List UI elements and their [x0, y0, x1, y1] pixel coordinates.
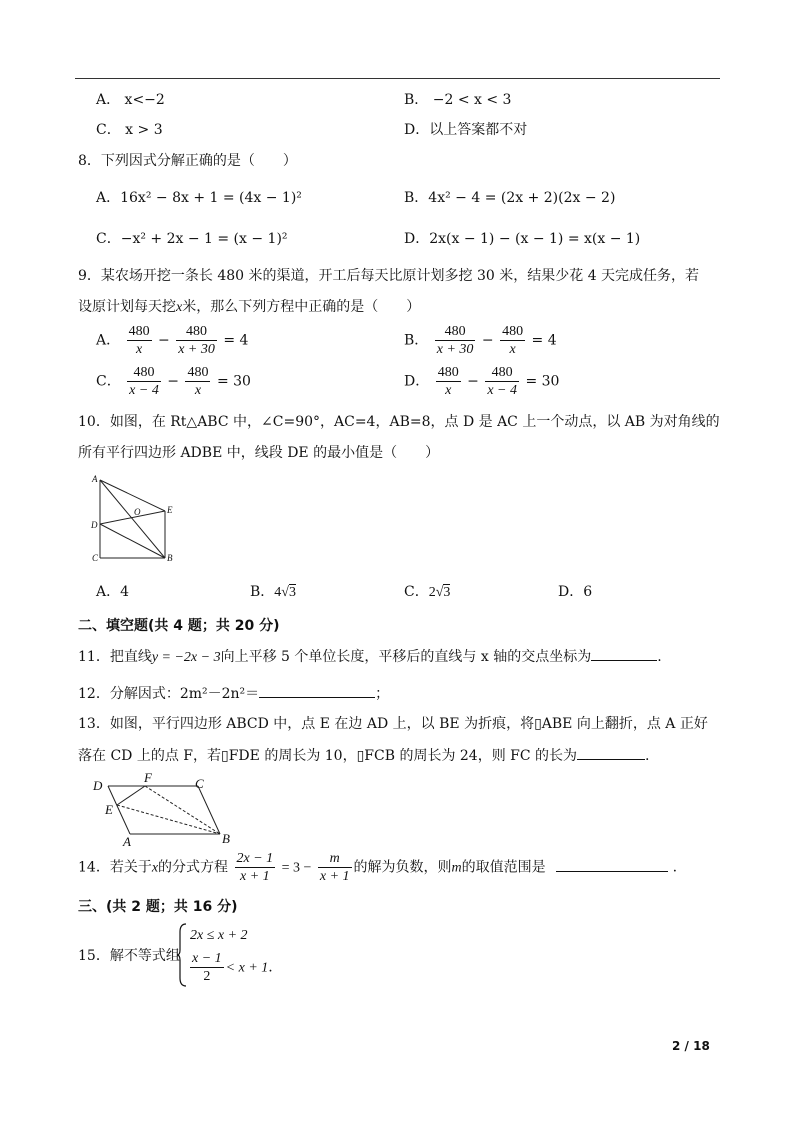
q13-answer-blank[interactable]	[577, 745, 645, 760]
fig13-label-b: B	[222, 831, 230, 846]
q9-line1: 9．某农场开挖一条长 480 米的渠道，开工后每天比原计划多挖 30 米，结果少花 4 天完成任务，若	[78, 268, 700, 284]
q14-den2: x + 1	[319, 869, 350, 884]
q10c-coef: 2	[428, 585, 436, 600]
q10c-radicand: 3	[443, 585, 451, 600]
q15-ineq2	[188, 950, 273, 985]
section-2-heading: 二、填空题(共 4 题；共 20 分)	[78, 618, 280, 634]
q8-option-c: C．−x² + 2x − 1 = (x − 1)²	[96, 231, 288, 247]
q9-line2-a: 设原计划每天挖	[78, 299, 176, 315]
q12-answer-blank[interactable]	[259, 683, 375, 698]
q9-option-b	[404, 323, 557, 358]
q9b-rhs: = 4	[531, 332, 557, 349]
q10b-coef: 4	[274, 585, 282, 600]
q13-line2	[78, 745, 650, 766]
q12-text: 12．分解因式：2m²－2n²＝	[78, 686, 260, 702]
q14-mvar: m	[451, 860, 462, 876]
q10b-radical: √	[281, 585, 289, 600]
q14	[78, 850, 677, 885]
q8-option-a: A．16x² − 8x + 1 = (4x − 1)²	[96, 190, 302, 206]
q12	[78, 683, 389, 704]
q9-label-b: B．	[404, 332, 429, 349]
q14-var: x	[151, 860, 159, 876]
q10-option-a: A．4	[96, 584, 130, 600]
q11-pre: 11．把直线	[78, 649, 152, 665]
q9d-num2: 480	[485, 364, 519, 382]
q11-equation: y = −2x − 3	[151, 650, 221, 665]
q13-end: .	[645, 748, 650, 764]
fig10-label-o: O	[134, 507, 141, 517]
q7-option-b: B． −2 < x < 3	[404, 92, 512, 108]
q9b-num1: 480	[435, 323, 476, 341]
q15-end: .	[268, 959, 273, 976]
q15-den: 2	[203, 969, 211, 984]
q9-label-a: A．	[96, 332, 121, 349]
q10-line2: 所有平行四边形 ADBE 中，线段 DE 的最小值是（ ）	[78, 445, 440, 461]
q13-figure	[90, 770, 240, 848]
q9c-num1: 480	[127, 364, 161, 382]
fig10-label-b: B	[167, 553, 173, 563]
q15-num: x − 1	[192, 951, 222, 966]
q7-option-d: D．以上答案都不对	[404, 122, 528, 138]
q14-mid: 的分式方程	[158, 859, 229, 876]
q15-rest: < x + 1	[225, 960, 269, 976]
q15-line1: 2x ≤ x + 2	[190, 928, 248, 943]
q15-pre: 15．解不等式组	[78, 948, 180, 964]
q9-line2	[78, 297, 420, 318]
q9d-minus: −	[467, 373, 479, 390]
q14-post1: 的解为负数，则	[353, 859, 452, 876]
q9a-rhs: = 4	[223, 332, 249, 349]
q9b-den2: x	[509, 342, 516, 357]
q14-post2: 的取值范围是	[461, 859, 546, 876]
q9c-rhs: = 30	[216, 373, 251, 390]
q9-option-d	[404, 364, 559, 399]
q9c-den2: x	[194, 383, 202, 398]
fig13-label-a: A	[123, 834, 131, 848]
q9c-den1: x − 4	[129, 383, 159, 398]
q8-stem: 8．下列因式分解正确的是（ ）	[78, 153, 297, 169]
q9a-den1: x	[135, 342, 143, 357]
q12-end: ；	[375, 686, 390, 702]
q9a-minus: −	[158, 332, 170, 349]
q9-option-a	[96, 323, 248, 358]
q9b-num2: 480	[502, 324, 524, 339]
q10-option-b	[250, 582, 296, 603]
fig13-label-d: D	[93, 778, 103, 793]
q9b-minus: −	[481, 332, 494, 349]
fig13-label-c: C	[195, 776, 204, 791]
q10-option-c	[404, 582, 450, 603]
q9-label-d: D．	[404, 373, 430, 390]
q10c-radical: √	[435, 585, 444, 600]
page-number: 2 / 18	[672, 1039, 710, 1053]
fig13-label-e: E	[105, 802, 113, 817]
q9d-rhs: = 30	[525, 373, 560, 390]
q9d-num1: 480	[437, 365, 459, 380]
q9d-den2: x − 4	[487, 383, 517, 398]
section-3-heading: 三、(共 2 题；共 16 分)	[78, 899, 238, 915]
q10-option-d: D．6	[558, 584, 593, 600]
q11-answer-blank[interactable]	[591, 646, 657, 661]
q14-num1: 2x − 1	[236, 851, 274, 866]
q9b-den1: x + 30	[436, 342, 474, 357]
q7-option-c: C． x > 3	[96, 122, 163, 138]
q14-answer-blank[interactable]	[556, 857, 668, 872]
q10b-label: B．	[250, 584, 275, 600]
q10b-radicand: 3	[288, 585, 296, 600]
q10-line1: 10．如图，在 Rt△ABC 中，∠C=90°，AC=4，AB=8，点 D 是 AC 上一个动点，以 AB 为对角线的	[78, 414, 720, 430]
header-rule	[75, 78, 720, 79]
q9-var: x	[176, 300, 183, 315]
q9-label-c: C．	[96, 373, 121, 390]
q9d-den1: x	[445, 383, 452, 398]
q9a-den2: x + 30	[178, 342, 215, 357]
q9a-num2: 480	[176, 323, 217, 341]
fig10-label-d: D	[91, 520, 98, 530]
q11-end: .	[657, 649, 662, 665]
fig13-label-f: F	[144, 770, 152, 785]
fig10-label-c: C	[92, 553, 99, 563]
q8-option-b: B．4x² − 4 = (2x + 2)(2x − 2)	[404, 190, 616, 206]
q9-line2-b: 米，那么下列方程中正确的是（ ）	[182, 299, 421, 315]
q15-brace	[176, 922, 188, 992]
q9c-minus: −	[167, 373, 180, 390]
q13-line1: 13．如图，平行四边形 ABCD 中，点 E 在边 AD 上，以 BE 为折痕，将▯ABE 向上翻折，点 A 正好	[78, 716, 708, 732]
q10-figure	[88, 472, 188, 564]
q14-num2: m	[318, 850, 352, 868]
q14-den1: x + 1	[240, 869, 270, 884]
q11	[78, 646, 662, 668]
fig10-label-a: A	[92, 474, 98, 484]
q14-eq: = 3 −	[281, 860, 312, 876]
q11-post: 向上平移 5 个单位长度，平移后的直线与 x 轴的交点坐标为	[220, 649, 592, 665]
q7-option-a: A． x<−2	[96, 92, 165, 108]
q9-option-c	[96, 364, 251, 399]
fig10-label-e: E	[167, 505, 173, 515]
q14-pre: 14．若关于	[78, 859, 152, 876]
q15-ineq1	[190, 925, 248, 946]
q9a-num1: 480	[128, 324, 150, 339]
q13-line2-text: 落在 CD 上的点 F，若▯FDE 的周长为 10，▯FCB 的周长为 24，则 FC 的长为	[78, 748, 578, 764]
q14-end: .	[672, 859, 678, 876]
q9c-num2: 480	[187, 365, 209, 380]
q10c-label: C．	[404, 584, 429, 600]
q8-option-d: D．2x(x − 1) − (x − 1) = x(x − 1)	[404, 231, 641, 247]
